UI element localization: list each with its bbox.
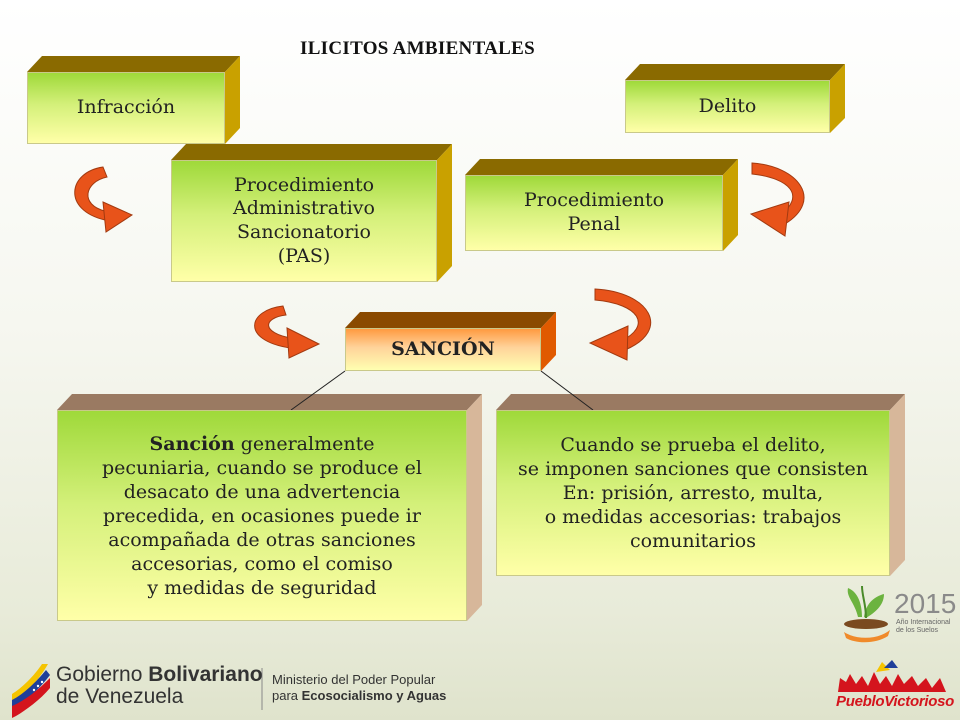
pas-line-4: (PAS): [277, 244, 331, 267]
soils-logo: [844, 586, 890, 642]
arrow-pas-to-sancion: [255, 306, 319, 358]
left-detail-box: [57, 410, 467, 621]
delito-label: Delito: [698, 94, 757, 117]
left-detail-box-top: [57, 394, 482, 410]
sancion-box-top: [345, 312, 556, 328]
year-subtitle: Año Internacional de los Suelos: [896, 619, 951, 634]
ministerio-line-2: [272, 688, 446, 704]
delito-box: [625, 80, 830, 133]
arrow-infraccion-to-pas: [75, 167, 132, 232]
year-label: 2015: [894, 588, 957, 619]
ministerio-line-1: Ministerio del Poder Popular: [272, 672, 436, 687]
sancion-label: SANCIÓN: [391, 337, 495, 360]
pueblo-victorioso-logo: [838, 660, 946, 692]
penal-line-1: Procedimiento: [523, 189, 665, 212]
left-detail-line-3: desacato de una advertencia: [123, 480, 401, 503]
left-detail-box-side: [467, 394, 482, 621]
right-detail-line-5: comunitarios: [630, 530, 756, 552]
ministerio-para: para: [272, 688, 302, 703]
gobierno-line-1: [56, 664, 263, 686]
pueblo-victorioso-text: PuebloVictorioso: [836, 693, 954, 710]
left-detail-line-4: precedida, en ocasiones puede ir: [103, 504, 421, 527]
gobierno-flag-logo: [12, 664, 50, 718]
right-detail-box-side: [890, 394, 905, 576]
penal-box-side: [723, 159, 738, 251]
pas-line-3: Sancionatorio: [237, 221, 371, 243]
penal-line-2: Penal: [567, 213, 621, 235]
right-detail-box-top: [496, 394, 905, 410]
arrow-delito-to-penal: [751, 163, 804, 236]
pas-line-2: Administrativo: [233, 197, 375, 220]
penal-box-top: [465, 159, 738, 175]
right-detail-line-2: se imponen sanciones que consisten: [518, 458, 868, 480]
bolivariano-word: Bolivariano: [148, 663, 263, 686]
pas-box-side: [437, 144, 452, 282]
left-detail-line-6: accesorias, como el comiso: [131, 552, 393, 575]
ministerio-text: [272, 672, 446, 704]
right-detail-line-1: Cuando se prueba el delito,: [560, 434, 826, 456]
pas-box-top: [171, 144, 452, 160]
gobierno-text: [56, 664, 263, 708]
left-detail-line-5: acompañada de otras sanciones: [108, 528, 416, 551]
gobierno-line-2: de Venezuela: [56, 685, 184, 708]
pas-line-1: Procedimiento: [233, 173, 375, 196]
right-detail-line-3: En: prisión, arresto, multa,: [562, 482, 824, 504]
infraccion-label: Infracción: [76, 96, 176, 119]
right-detail-box: [496, 410, 890, 576]
right-detail-line-4: o medidas accesorias: trabajos: [544, 506, 842, 528]
arrow-penal-to-sancion: [590, 289, 651, 360]
infraccion-box: [27, 72, 225, 144]
penal-box: [465, 175, 723, 251]
left-detail-line-1: [102, 432, 422, 456]
left-detail-line-7: y medidas de seguridad: [147, 576, 377, 599]
left-detail-line-2: pecuniaria, cuando se produce el: [102, 456, 422, 479]
left-detail-bold-word: Sanción: [149, 432, 235, 455]
left-detail-first-rest: generalmente: [234, 432, 375, 455]
ministerio-name: Ecosocialismo y Aguas: [301, 688, 447, 703]
infraccion-box-top: [27, 56, 240, 72]
sancion-box: [345, 328, 541, 371]
pas-box: [171, 160, 437, 282]
delito-box-top: [625, 64, 845, 80]
page-title: ILICITOS AMBIENTALES: [300, 38, 535, 59]
gobierno-word: Gobierno: [56, 663, 149, 686]
